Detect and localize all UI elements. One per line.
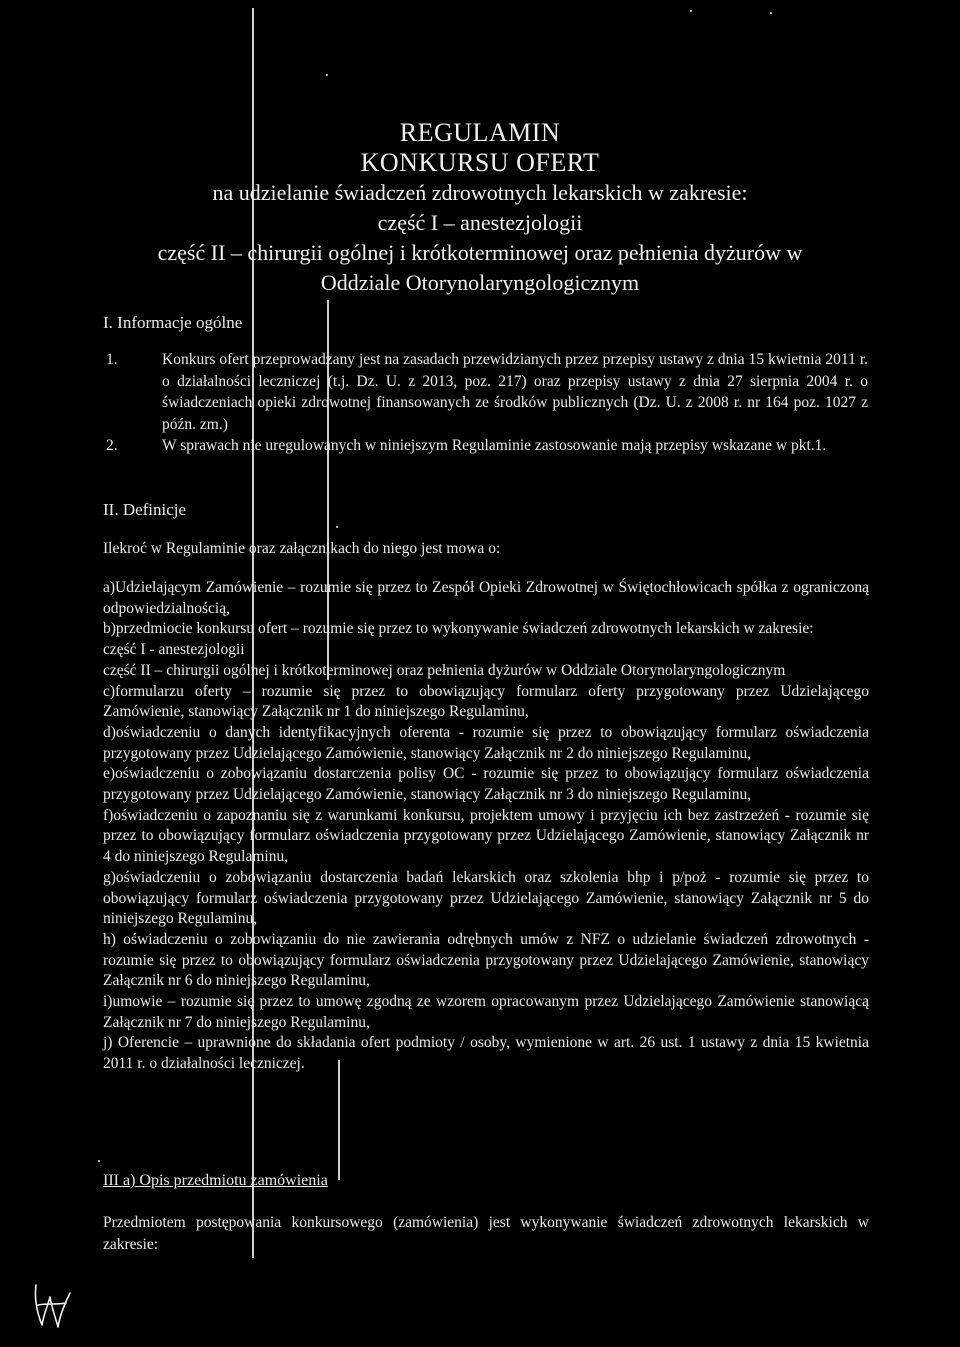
scan-speck xyxy=(336,526,338,528)
definition-item: b)przedmiocie konkursu ofert – rozumie się przez to wykonywanie świadczeń zdrowotnych lekarskich w zakresie: xyxy=(103,620,814,638)
definitions-intro: Ilekroć w Regulaminie oraz załącznikach do niego jest mowa o: xyxy=(103,540,501,557)
list-item xyxy=(106,349,868,435)
section-heading-definitions: II. Definicje xyxy=(103,500,187,519)
definition-item: h) oświadczeniu o zobowiązaniu do nie zawierania odrębnych umów z NFZ o udzielanie świadczeń zdrowotnych - rozumie się przez to obowiązujący formularz oświadczenia przygotowany przez Udzielającego Zamówienie, stanowiący Załącznik nr 6 do niniejszego Regulaminu, xyxy=(103,930,869,990)
title-department: Oddziale Otorynolaryngologicznym xyxy=(320,270,640,295)
definition-item: a)Udzielającym Zamówienie – rozumie się przez to Zespół Opieki Zdrowotnej w Świętochłowicach spółka z ograniczoną odpowiedzialnością, xyxy=(103,579,869,617)
document-subtitle: KONKURSU OFERT xyxy=(360,148,600,177)
handwritten-signature-icon xyxy=(30,1275,78,1330)
title-part-one: część I – anestezjologii xyxy=(377,210,583,235)
definitions-list xyxy=(103,578,869,1075)
section-heading-general: I. Informacje ogólne xyxy=(103,313,243,332)
definition-item: j) Oferencie – uprawnione do składania ofert podmioty / osoby, wymienione w art. 26 ust. 1 ustawy z dnia 15 kwietnia 2011 r. o działalności leczniczej. xyxy=(103,1034,869,1073)
definition-item: g)oświadczeniu o zobowiązaniu dostarczenia badań lekarskich oraz szkolenia bhp i p/poż - rozumie się przez to obowiązujący formularz oświadczenia przygotowany przez Udzielającego Zamówienie, stanowiący Załącznik nr 5 do niniejszego Regulaminu, xyxy=(103,868,869,928)
list-item xyxy=(106,435,868,457)
definition-item: i)umowie – rozumie się przez to umowę zgodną ze wzorem opracowanym przez Udzielającego Zamówienie stanowiącą Załącznik nr 7 do niniejszego Regulaminu, xyxy=(103,993,869,1031)
general-info-list xyxy=(106,349,868,457)
subject-description: Przedmiotem postępowania konkursowego (zamówienia) jest wykonywanie świadczeń zdrowotnych lekarskich w zakresie: xyxy=(103,1214,869,1253)
scan-speck xyxy=(98,1160,100,1162)
title-part-two: część II – chirurgii ogólnej i krótkoterminowej oraz pełnienia dyżurów w xyxy=(157,240,803,265)
definition-item: część I - anestezjologii xyxy=(103,641,245,659)
scan-speck xyxy=(326,74,328,76)
definition-item: część II – chirurgii ogólnej i krótkoterminowej oraz pełnienia dyżurów w Oddziale Otorynolaryngologicznym xyxy=(103,661,786,679)
title-scope-line: na udzielanie świadczeń zdrowotnych lekarskich w zakresie: xyxy=(212,180,748,205)
scan-speck xyxy=(690,10,692,12)
list-item-number: 1. xyxy=(106,351,118,368)
definition-item: d)oświadczeniu o danych identyfikacyjnych oferenta - rozumie się przez to obowiązujący formularz oświadczenia przygotowany przez Udzielającego Zamówienie, stanowiący Załącznik nr 2 do niniejszego Regulaminu, xyxy=(103,723,869,762)
list-item-text: Konkurs ofert przeprowadzany jest na zasadach przewidzianych przez przepisy ustawy z dnia 15 kwietnia 2011 r. o działalności leczniczej (t.j. Dz. U. z 2013, poz. 217) oraz przepisy ustawy z dnia 27 sierpnia 2004 r. o świadczeniach opieki zdrowotnej finansowanych ze środków publicznych (Dz. U. z 2008 r. nr 164 poz. 1027 z późn. zm.) xyxy=(162,351,868,433)
definition-item: c)formularzu oferty – rozumie się przez to obowiązujący formularz oferty przygotowany przez Udzielającego Zamówienie, stanowiący Załącznik nr 1 do niniejszego Regulaminu, xyxy=(103,682,869,721)
scan-speck xyxy=(770,12,772,14)
document-title-block xyxy=(0,118,960,298)
list-item-number: 2. xyxy=(106,437,118,454)
definition-item: e)oświadczeniu o zobowiązaniu dostarczenia polisy OC - rozumie się przez to obowiązujący formularz oświadczenia przygotowany przez Udzielającego Zamówienie, stanowiący Załącznik nr 3 do niniejszego Regulaminu, xyxy=(103,765,869,804)
definition-item: f)oświadczeniu o zapoznaniu się z warunkami konkursu, projektem umowy i przyjęciu ich bez zastrzeżeń - rozumie się przez to obowiązujący formularz oświadczenia przygotowany przez Udzielającego Zamówienie, stanowiący Załącznik nr 4 do niniejszego Regulaminu, xyxy=(103,806,869,866)
scan-artifact-line xyxy=(338,1060,340,1180)
section-heading-subject: III a) Opis przedmiotu zamówienia xyxy=(103,1172,328,1189)
list-item-text: W sprawach nie uregulowanych w niniejszym Regulaminie zastosowanie mają przepisy wskazane w pkt.1. xyxy=(162,437,827,454)
document-title: REGULAMIN xyxy=(399,118,561,147)
